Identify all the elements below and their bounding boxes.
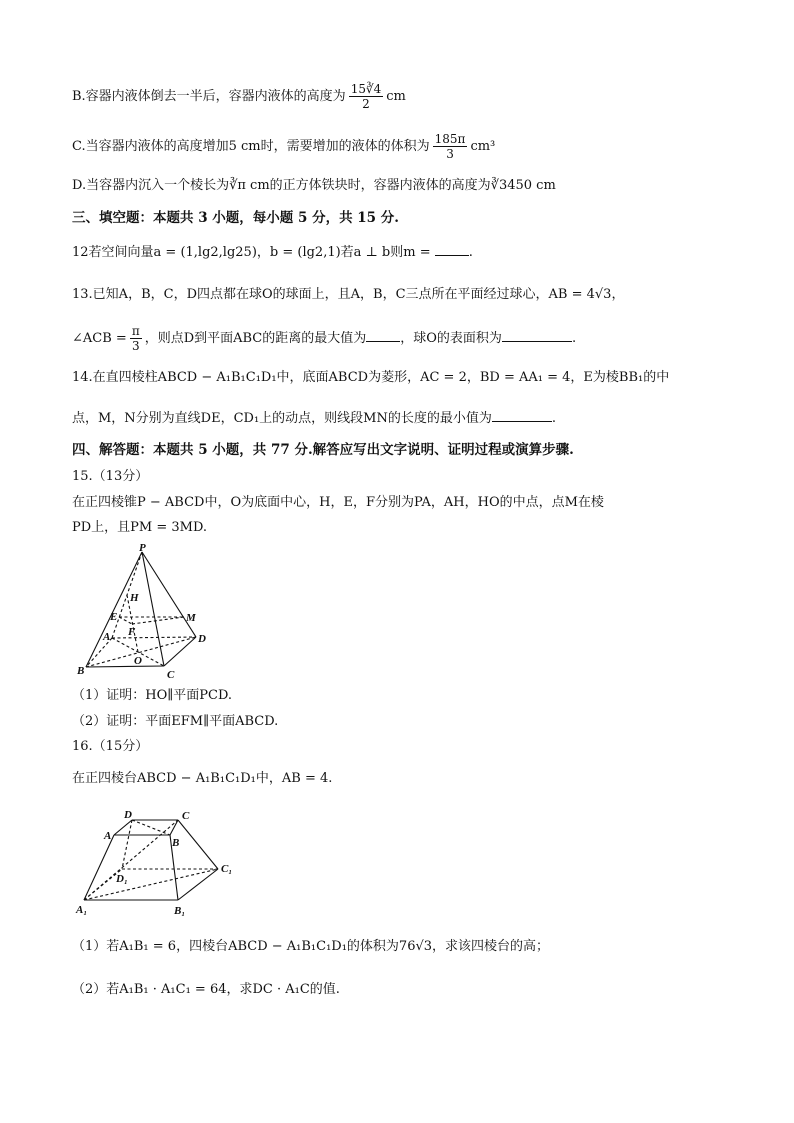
- option-b-text: B.容器内液体倒去一半后，容器内液体的高度为: [72, 89, 346, 104]
- label-b: B: [77, 665, 85, 677]
- label-b1: B₁: [174, 905, 186, 917]
- edge-ad: [112, 637, 196, 638]
- option-b: [72, 82, 406, 111]
- question-15-part2: （2）证明：平面EFM∥平面ABCD.: [72, 714, 279, 729]
- option-c: [72, 132, 495, 161]
- label-d: D: [198, 633, 206, 645]
- question-15-part1: （1）证明：HO∥平面PCD.: [72, 688, 233, 703]
- option-d: D.当容器内沉入一个棱长为∛π cm的正方体铁块时，容器内液体的高度为∛3450 cm: [72, 178, 556, 193]
- option-b-unit: cm: [386, 89, 406, 104]
- edge-cc1: [178, 820, 218, 869]
- answer-blank: [502, 329, 572, 342]
- answer-blank: [492, 409, 552, 422]
- question-13-line1: 13.已知A，B，C，D四点都在球O的球面上，且A，B，C三点所在平面经过球心，AB = 4√3，: [72, 287, 625, 302]
- segment-ef: [119, 617, 132, 624]
- edge-bc: [170, 820, 178, 835]
- question-14-line1: 14.在直四棱柱ABCD − A₁B₁C₁D₁中，底面ABCD为菱形，AC = 2，BD = AA₁ = 4，E为棱BB₁的中: [72, 370, 670, 385]
- question-16-line1: 在正四棱台ABCD − A₁B₁C₁D₁中，AB = 4.: [72, 771, 333, 786]
- option-c-unit: cm³: [470, 139, 496, 154]
- question-15-line2: PD上，且PM = 3MD.: [72, 520, 208, 535]
- question-13-line2: ∠ACB = $\frac{\pi}{3}$ ，则点D到平面ABC的距离的最大值为 ，球O的表面积为 .: [72, 324, 577, 353]
- question-13-denominator: 3: [131, 339, 140, 353]
- label-c1: C₁: [221, 863, 233, 875]
- option-c-fraction: [433, 132, 468, 161]
- option-c-numerator: 185π: [434, 132, 466, 146]
- option-c-text: C.当容器内液体的高度增加5 cm时，需要增加的液体的体积为: [72, 139, 430, 154]
- question-13-angle: ∠ACB =: [72, 331, 127, 346]
- segment-db: [132, 820, 170, 835]
- answer-blank: [366, 329, 400, 342]
- question-14-text: 点，M，N分别为直线DE，CD₁上的动点，则线段MN的长度的最小值为: [72, 411, 492, 426]
- question-16-part2: （2）若A₁B₁ · A₁C₁ = 64，求DC · A₁C的值.: [72, 982, 340, 997]
- label-a1: A₁: [76, 904, 88, 916]
- label-d1: D₁: [116, 873, 128, 885]
- question-13-text-b: ，球O的表面积为: [400, 331, 502, 346]
- label-e: E: [110, 611, 118, 623]
- label-a: A: [103, 631, 111, 643]
- label-a: A: [104, 830, 112, 842]
- question-12: 12若空间向量a = (1,lg2,lg25)，b = (lg2,1)若a ⊥ b则m = .: [72, 245, 473, 260]
- label-h: H: [130, 592, 139, 604]
- question-14-line2: 点，M，N分别为直线DE，CD₁上的动点，则线段MN的长度的最小值为 .: [72, 411, 557, 426]
- segment-fm: [132, 617, 184, 624]
- frustum-figure: [72, 806, 252, 918]
- question-15-line1: 在正四棱锥P − ABCD中，O为底面中心，H，E，F分别为PA，AH，HO的中点，点M在棱: [72, 495, 604, 510]
- option-b-denominator: 2: [362, 97, 370, 111]
- option-b-fraction: [349, 82, 384, 111]
- option-c-denominator: 3: [446, 147, 454, 161]
- label-m: M: [186, 612, 196, 624]
- question-13-text-a: ，则点D到平面ABC的距离的最大值为: [144, 331, 367, 346]
- question-16-part1: （1）若A₁B₁ = 6，四棱台ABCD − A₁B₁C₁D₁的体积为76√3，求该四棱台的高；: [72, 939, 550, 954]
- question-12-text: 12若空间向量a = (1,lg2,lg25)，b = (lg2,1)若a ⊥ b则m =: [72, 245, 435, 260]
- answer-blank: [435, 243, 469, 256]
- label-c: C: [167, 669, 175, 680]
- label-c: C: [182, 810, 190, 822]
- edge-cd: [164, 637, 196, 666]
- label-o: O: [134, 655, 142, 667]
- edge-aa1: [84, 835, 114, 900]
- section-4-title: 四、解答题：本题共 5 小题，共 77 分.解答应写出文字说明、证明过程或演算步骤.: [72, 442, 574, 458]
- label-p: P: [139, 542, 146, 554]
- question-13-fraction: [130, 324, 142, 353]
- label-d: D: [124, 809, 132, 821]
- label-b: B: [172, 837, 180, 849]
- question-13-numerator: π: [131, 324, 140, 338]
- pyramid-figure: [72, 540, 222, 680]
- section-3-title: 三、填空题：本题共 3 小题，每小题 5 分，共 15 分.: [72, 210, 399, 226]
- question-16-header: 16.（15分）: [72, 739, 149, 754]
- edge-bc: [86, 666, 164, 667]
- option-b-numerator: 15∛4: [350, 82, 382, 96]
- question-15-header: 15.（13分）: [72, 469, 149, 484]
- diagonal-a1c: [84, 820, 178, 900]
- label-f: F: [128, 626, 136, 638]
